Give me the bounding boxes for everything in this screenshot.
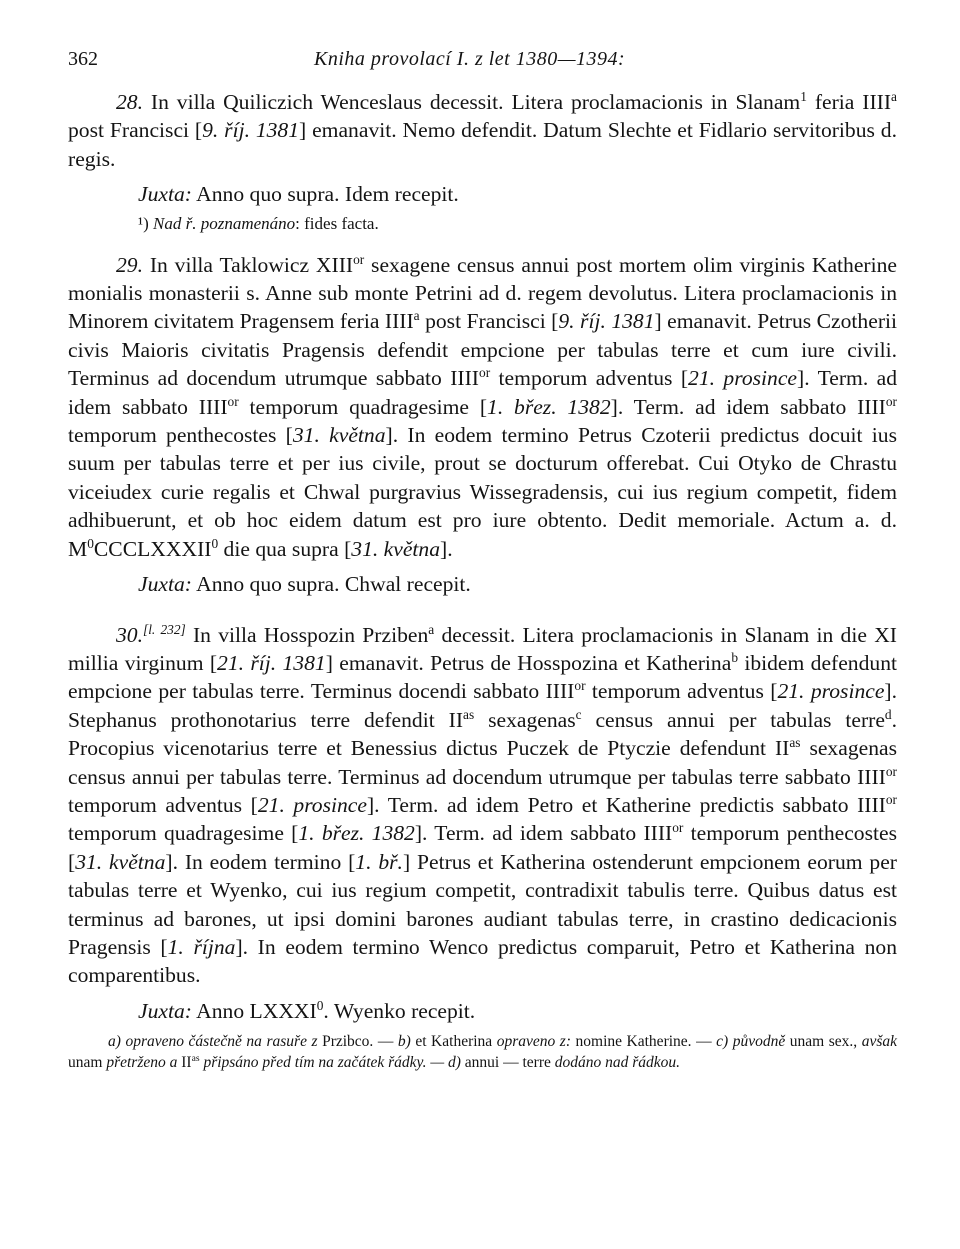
date-annotation: 31. května: [292, 423, 386, 448]
juxta-line: Juxta: Anno quo supra. Chwal recepit.: [138, 572, 471, 597]
date-annotation: 21. prosince: [688, 366, 797, 391]
date-annotation: 21. říj. 1381: [217, 650, 326, 675]
entry-number: 29.: [116, 252, 143, 277]
juxta-line: Juxta: Anno LXXXI$^0$. Wyenko recepit.: [138, 997, 476, 1023]
date-annotation: 1. břez. 1382: [298, 821, 415, 846]
juxta-line: Juxta: Anno quo supra. Idem recepit.: [138, 182, 459, 207]
folio-reference: [l. 232]: [143, 621, 186, 637]
page-number: 362: [68, 48, 98, 70]
date-annotation: 31. května: [351, 536, 441, 561]
running-title: Kniha provolací I. z let 1380—1394:: [314, 48, 626, 70]
inline-footnote: ¹) Nad ř. poznamenáno: fides facta.: [138, 213, 379, 233]
entry-number: 30.: [116, 622, 143, 647]
entry-28: 28. In villa Quiliczich Wenceslaus decessit. Litera proclamacionis in Slanam$^1$ feria IIII$^a$ post Francisci [9. říj. 1381] emanavit. Nemo defendit. Datum Slechte et Fidlario servitoribus d. regis.: [68, 88, 897, 171]
footnotes: a) opraveno částečně na rasuře z Przibco. — b) et Katherina opraveno z: nomine Katherine. — c) původně unam sex., avšak unam přetrženo a $II^{as}$ připsáno před tím na začátek řádky. — d) annui — terre dodáno nad řádkou.: [68, 1033, 898, 1072]
entry-30: 30.[l. 232] In villa Hosspozin Prziben$^a$ decessit. Litera proclamacionis in Slanam in die XI millia virginum [21. říj. 1381] emanavit. Petrus de Hosspozina et Katherina$^b$ ibidem defendunt empcione per tabulas terre. Terminus docendi sabbato $IIII^{or}$ temporum adventus [21. prosince]. Stephanus prothonotarius terre defendit $II^{as}$ sexagenas$^c$ census annui per tabulas terre$^d$. Procopius vicenotarius terre et Benessius dictus Puczek de Ptyczie defendunt $II^{as}$ sexagenas census annui per tabulas terre. Terminus ad docendum utrumque per tabulas terre sabbato $IIII^{or}$ temporum adventus [21. prosince]. Term. ad idem Petro et Katherine predictis sabbato $IIII^{or}$ temporum quadragesime [1. břez. 1382]. Term. ad idem sabbato $IIII^{or}$ temporum penthecostes [31. května]. In eodem termino [1. bř.] Petrus et Katherina ostenderunt empcionem eorum per tabulas terre et Wyenko, cui ius regium competit, contradixit tabulis terre. Quibus datus est terminus ad barones, ut ipsi domini barones audiant tabulas terre, in crastino dedicacionis Pragensis [1. října]. In eodem termino Wenco predictus comparuit, Petro et Katherina non comparentibus.: [68, 621, 898, 988]
date-annotation: 1. října: [167, 934, 236, 959]
entry-number: 28.: [116, 90, 143, 114]
note-reference: 1: [800, 88, 807, 104]
page-header: [68, 44, 898, 76]
date-annotation: 31. května: [75, 849, 166, 874]
date-annotation: 9. říj. 1381: [558, 309, 655, 334]
date-annotation: 1. bř.: [355, 849, 403, 874]
date-annotation: 21. prosince: [257, 792, 367, 817]
entry-29: 29. In villa Taklowicz $XIII^{or}$ sexagene census annui post mortem olim virginis Katherine monialis monasterii s. Anne sub monte Petrini ad d. regem devolutus. Litera proclamacionis in Minorem civitatem Pragensem feria IIII$^a$ post Francisci [9. říj. 1381] emanavit. Petrus Czotherii civis Maioris civitatis Pragensis defendit empcione per tabulas terre et cum iure civili. Terminus ad docendum utrumque sabbato $IIII^{or}$ temporum adventus [21. prosince]. Term. ad idem sabbato $IIII^{or}$ temporum quadragesime [1. břez. 1382]. Term. ad idem sabbato $IIII^{or}$ temporum penthecostes [31. května]. In eodem termino Petrus Czoterii predictus docuit ius suum per tabulas terre et per ius civile, prout se docturum offerebat. Cui Otyko de Chrastu viceiudex curie regalis et Chwal purgravius Wissegradensis, cui ius regium competit, fidem adhibuerunt, et ob hoc eidem datum est pro iure obtento. Dedit memoriale. Actum a. d. $M^0CCCLXXXII^0$ die qua supra [31. května].: [68, 251, 898, 561]
date-annotation: 9. říj. 1381: [202, 118, 300, 143]
date-annotation: 1. břez. 1382: [487, 394, 611, 419]
date-annotation: 21. prosince: [777, 679, 885, 704]
document-body: [68, 88, 897, 1073]
